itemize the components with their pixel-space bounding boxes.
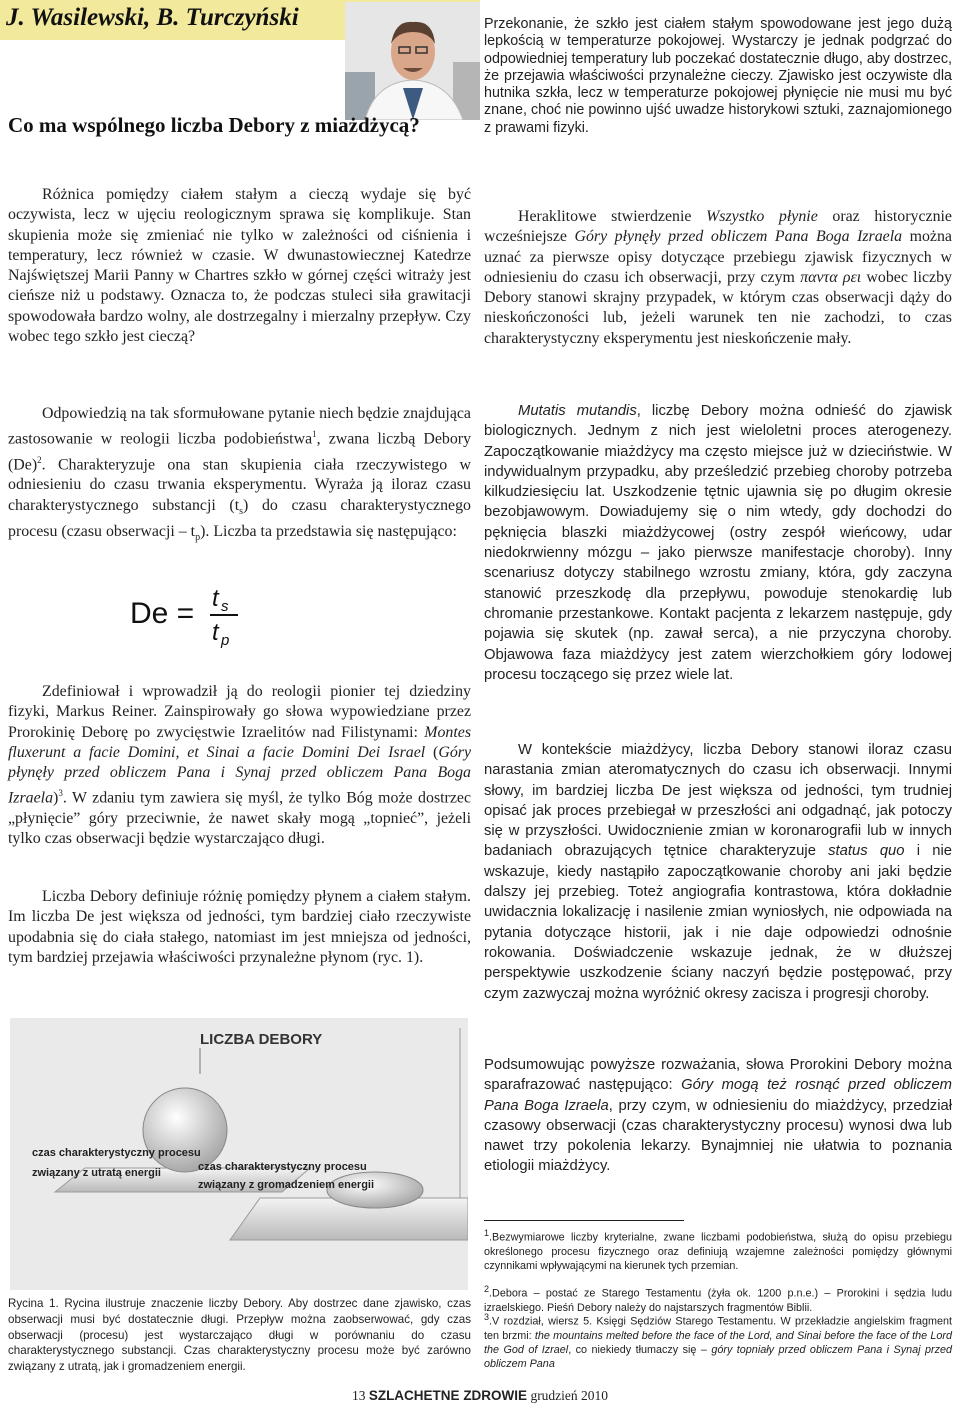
figure-label-1a: czas charakterystyczny procesu — [32, 1147, 201, 1159]
issue-date: grudzień 2010 — [530, 1388, 609, 1403]
magazine-name: SZLACHETNE ZDROWIE — [368, 1388, 528, 1403]
left-paragraph-2: Odpowiedzią na tak sformułowane pytanie niech będzie znajdująca zastosowanie w reologii liczba podobieństwa$^1$, zwana liczbą Debory $(De)^2$. Charakteryzuje ona stan skupienia ciała rzeczywistego w odniesieniu do czasu trwania eksperymentu. Wyraża ją iloraz czasu charakterystycznego substancji $(t_s)$ do czasu charakterystycznego procesu (czasu obserwacji – $t_p$). Liczba ta przedstawia się następująco: — [8, 405, 472, 544]
author-photo — [345, 2, 480, 120]
article-subtitle: Co ma wspólnego liczba Debory z miażdżycą? — [8, 113, 420, 137]
footnote-divider — [484, 1220, 684, 1221]
figure-label-1b: związany z utratą energii — [32, 1167, 161, 1179]
right-paragraph-4: W kontekście miażdżycy, liczba Debory stanowi iloraz czasu narastania zmian ateromatycznych do czasu ich obserwacji. Innymi słowy, im bardziej liczba De jest większa od jedności, tym trudniej opisać jak proces przebiegał w przeszłości ani odgadnąć, jak potoczy się w przyszłości. Uwidocznienie zmian w koronarografii lub w innych badaniach obrazujących tętnice charakteryzuje status quo i nie wskazuje, kiedy nastąpiło zapoczątkowanie choroby ani jaki będzie dalszy jej przebieg. Toteż angiografia kontrastowa, która dokładnie uwidacznia lokalizację i nasilenie zmian wyniosłych, nie odpowiada na pytania dotyczące historii, jak i nie daje odpowiedzi odnośnie rokowania. Doświadczenie wskazuje jednak, że w dłuższej perspektywie uszkodzenie ściany naczyń będzie postępować, przy czym zazwyczaj można wyróżnić okresy zacisza i progresji choroby. — [484, 742, 952, 1002]
formula-lhs: De = — [130, 597, 195, 630]
footnote-2: $^2$.Debora – postać ze Starego Testamentu (żyła ok. 1200 p.n.e.) – Prorokini i sędzia ludu izraelskiego. Pieśń Debory należy do najstarszych fragmentów Biblii. — [484, 1284, 952, 1314]
authors: J. Wasilewski, B. Turczyński — [6, 4, 299, 31]
figure-label-2b: związany z gromadzeniem energii — [198, 1179, 375, 1191]
formula-num: t — [212, 585, 219, 612]
deborah-formula — [130, 578, 250, 650]
figure-caption: Rycina 1. Rycina ilustruje znaczenie liczby Debory. Aby dostrzec dane zjawisko, czas obserwacji musi być dostatecznie długi. Przepływ można zaobserwować, gdy czas obserwacji (procesu) jest wystarczająco długi w porównaniu do czasu charakterystycznego substancji. Czas charakterystyczny procesu może być zarówno związany z utratą, jak i gromadzeniem energii. — [8, 1297, 471, 1374]
figure-title: LICZBA DEBORY — [200, 1031, 323, 1048]
figure-label-2a: czas charakterystyczny procesu — [198, 1161, 367, 1173]
left-paragraph-4: Liczba Debory definiuje różnię pomiędzy płynem a ciałem stałym. Im liczba De jest większa od jedności, tym bardziej ciało rzeczywiste upodabnia się do ciała stałego, natomiast im jest mniejsza od jedności, tym bardziej przejawia właściwości przynależne płynom (ryc. 1). — [8, 888, 471, 966]
page-footer — [0, 1388, 960, 1404]
figure-deborah-number — [10, 1018, 468, 1290]
right-paragraph-5: Podsumowując powyższe rozważania, słowa Prorokini Debory można sparafrazować następująco: Góry mogą też rosnąć przed obliczem Pana Boga Izraela, przy czym, w odniesieniu do miażdżycy, przedział czasowy obserwacji (czas charakterystyczny procesu) wynosi dwa lub nawet trzy pokolenia lekarzy. Bynajmniej nie ułatwia to poznania etiologii miażdżycy. — [484, 1057, 953, 1175]
formula-den-sub: p — [221, 632, 230, 649]
right-paragraph-1: Przekonanie, że szkło jest ciałem stałym spowodowane jest jego dużą lepkością w temperaturze pokojowej. Wystarczy je jednak podgrzać do odpowiedniej temperatury lub poczekać dostatecznie długo, aby dostrzec, że przejawia właściwości przynależne cieczy. Zjawisko jest oczywiste dla hutnika szkła, lecz w temperaturze pokojowej płynięcie nie musi mu być znane, choć nie powinno ujść uwadze historykowi sztuki, zaznajomionego z prawami fizyki. — [484, 16, 952, 136]
right-paragraph-3: Mutatis mutandis, liczbę Debory można odnieść do zjawisk biologicznych. Jednym z nich jest wieloletni proces aterogenezy. Zapoczątkowanie miażdżycy ma często miejsce już w dzieciństwie. W indywidualnym przypadku, aby prześledzić przebieg choroby potrzeba kilkudziesięciu lat. Uszkodzenie tętnic ujawnia się po długim okresie bezobjawowym. Dowiadujemy się o nim wtedy, gdy dochodzi do pęknięcia blaszki miażdżycowej (ostry zespół wieńcowy, udar niedokrwienny mózgu – jako pierwsze manifestacje choroby). Inny scenariusz dotyczy stabilnego wzrostu zmiany, która, gdy zaczyna stanowić przeszkodę dla przepływu, powoduje stenokardię lub chromanie przestankowe. Kontakt pacjenta z lekarzem następuje, gdy pojawia się skutek (np. zawał serca), a nie przyczyna choroby. Objawowa faza miażdżycy jest zatem wierzchołkiem góry lodowej procesu toczącego się przez wiele lat. — [484, 403, 952, 683]
page-number: 13 — [351, 1388, 366, 1403]
formula-den: t — [212, 619, 219, 646]
left-paragraph-1: Różnica pomiędzy ciałem stałym a cieczą wydaje się być oczywista, lecz w ujęciu reologicznym sprawa się komplikuje. Stan skupienia może się zmieniać nie tylko w zależności od ciśnienia i temperatury, lecz również w czasie. W dwunastowiecznej Katedrze Najświętszej Marii Panny w Chartres szkło w górnej części witraży jest cieńsze niż u podstawy. Oznacza to, że podczas stuleci siła grawitacji spowodowała bardzo wolny, ale dostrzegalny i mierzalny przepływ. Czy wobec tego szkło jest cieczą? — [8, 186, 471, 346]
left-paragraph-3: Zdefiniował i wprowadził ją do reologii pionier tej dziedziny fizyki, Markus Reiner. Zainspirowały go słowa wypowiedziane przez Prorokinię Deborę po zwycięstwie Izraelitów nad Filistynami: Montes fluxerunt a facie Domini, et Sinai a facie Domini Dei Israel (Góry płynęły przed obliczem Pana i Synaj przed obliczem Pana Boga Izraela)$^3$. W zdaniu tym zawiera się myśl, że tylko Bóg może dostrzec „płynięcie” góry przeciwnie, że nawet skały mogą „topnieć”, jeżeli tylko czas obserwacji będzie wystarczająco długi. — [8, 683, 472, 848]
right-paragraph-2: Heraklitowe stwierdzenie Wszystko płynie oraz historycznie wcześniejsze Góry płynęły przed obliczem Pana Boga Izraela można uznać za pierwsze opisy dotyczące przebiegu zjawisk fizycznych w odniesieniu do czasu ich obserwacji, przy czym παντα ρει wobec liczby Debory stanowi skrajny przypadek, w którym czas obserwacji dąży do nieskończoności lub, jeżeli warunek ten nie zachodzi, to czas charakterystyczny eksperymentu jest nieskończenie mały. — [484, 208, 952, 347]
footnote-1: $^1$.Bezwymiarowe liczby kryterialne, zwane liczbami podobieństwa, służą do opisu przebiegu określonego procesu fizycznego oraz definiują wzajemne zależności pomiędzy głównymi czynnikami wpływającymi na kierunek tych przemian. — [484, 1228, 952, 1272]
footnote-3: $^3$.V rozdział, wiersz 5. Księgi Sędziów Starego Testamentu. W przekładzie angielskim fragment ten brzmi: the mountains melted before the face of the Lord, and Sinai before the face of the Lord the God of Izrael, co niekiedy tłumaczy się – góry topniały przed obliczem Pana i Synaj przed obliczem Pana — [484, 1312, 952, 1371]
formula-num-sub: s — [221, 598, 229, 615]
